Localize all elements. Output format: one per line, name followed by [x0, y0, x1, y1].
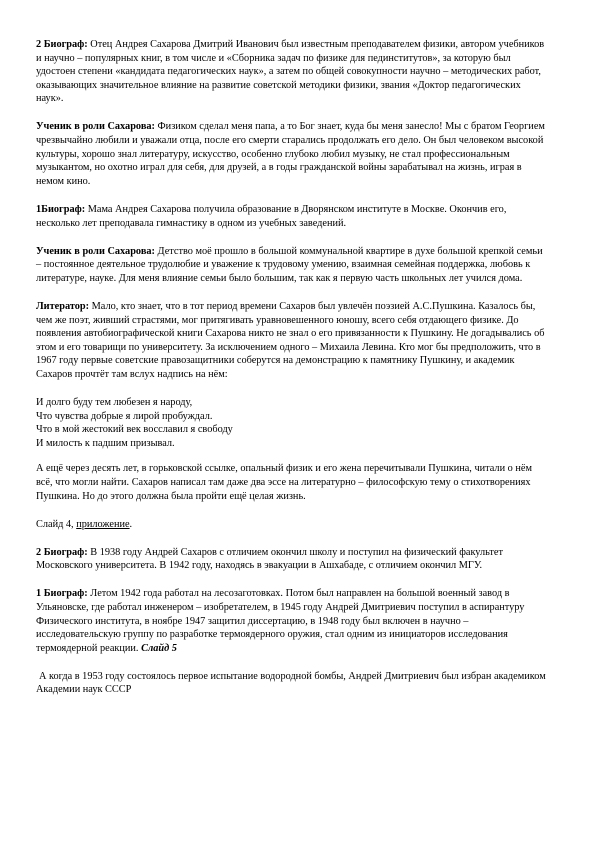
paragraph-text: Летом 1942 года работал на лесозаготовках. Потом был направлен на большой военный завод в Ульяновске, где работал инженером – изобретателем, в 1945 году Андрей Дмитриевич поступил в аспирантуру Физического института, в ноябре 1947 защитил диссертацию, в 1948 году был включен в научно – исследовательскую группу по разработке термоядерного оружия, стал одним из инициаторов исследования термоядерной реакции. [36, 588, 525, 654]
speaker-label: 2 Биограф: [36, 546, 88, 558]
poem-line: И милость к падшим призывал. [36, 437, 175, 449]
paragraph-gorky-exile [36, 462, 547, 503]
paragraph-biographer1-career [36, 587, 547, 655]
speaker-label: Ученик в роли Сахарова: [36, 121, 155, 133]
paragraph-literator-pushkin [36, 300, 547, 382]
paragraph-text: Детство моё прошло в большой коммунальной квартире в духе большой крепкой семьи – постоянное деятельное трудолюбие и уважение к трудовому умению, взаимная семейная поддержка, любовь к литературе, науке. Для меня влияние семьи было большим, так как я первую часть школьных лет учился дома. [36, 245, 543, 284]
paragraph-sakharov-childhood [36, 245, 547, 286]
slide-note-prefix: Слайд 4, [36, 518, 77, 530]
speaker-label: 1Биограф: [36, 203, 86, 215]
paragraph-text: В 1938 году Андрей Сахаров с отличием окончил школу и поступил на физический факультет Московского университета. В 1942 году, находясь в эвакуации в Ашхабаде, с отличием окончил МГУ. [36, 546, 504, 572]
poem-quote [36, 396, 547, 450]
poem-line: И долго буду тем любезен я народу, [36, 396, 193, 408]
paragraph-text: Физиком сделал меня папа, а то Бог знает, куда бы меня занесло! Мы с братом Георгием чрезвычайно любили и уважали отца, после его смерти старались продолжать его дело. Он был человеком высокой культуры, хорошо знал литературу, искусство, особенно глубоко любил музыку, не стал профессиональным музыкантом, но охотно играл для себя, для друзей, а в годы гражданской войны зарабатывал на жизнь, играя в немом кино. [36, 121, 545, 187]
paragraph-text: А когда в 1953 году состоялось первое испытание водородной бомбы, Андрей Дмитриевич был избран академиком Академии наук СССР [36, 670, 546, 696]
slide-note [36, 518, 547, 532]
paragraph-text: Мало, кто знает, что в тот период времени Сахаров был увлечён поэзией А.С.Пушкина. Казалось бы, чем же поэт, живший страстями, мог притягивать уравновешенного юношу, всего себя отдающего физике. До появления автобиографической книги Сахарова никто не знал о его привязанности к Пушкину. Не догадывались об этом и его товарищи по университету. За исключением одного – Михаила Левина. Кто мог бы предположить, что в 1967 году первые советские правозащитники соберутся на демонстрацию к памятнику Пушкину, и академик Сахаров прочтёт там вслух надпись на нём: [36, 300, 545, 380]
paragraph-text: Мама Андрея Сахарова получила образование в Дворянском институте в Москве. Окончив его, несколько лет преподавала гимнастику в одном из учебных заведений. [36, 203, 507, 229]
paragraph-text: Отец Андрея Сахарова Дмитрий Иванович был известным преподавателем физики, автором учебников и научно – популярных книг, в том числе и «Сборника задач по физике для пединститутов», за которую был удостоен степени «кандидата педагогических наук», а затем по общей совокупности научно – методических работ, оказывающих значительное влияние на развитие советской методики физики, звания «Доктор педагогических наук». [36, 39, 545, 105]
paragraph-sakharov-father [36, 120, 547, 188]
speaker-label: 2 Биограф: [36, 39, 88, 50]
speaker-label: 1 Биограф: [36, 588, 88, 600]
paragraph-biographer1-mother [36, 203, 547, 230]
appendix-link[interactable]: приложение [76, 518, 130, 530]
paragraph-text: А ещё через десять лет, в горьковской ссылке, опальный физик и его жена перечитывали Пушкина, читали о нём всё, что могли найти. Сахаров написал там даже два эссе на литературно – философскую тему о стихотворениях Пушкина. Но до этого должна была пройти ещё целая жизнь. [36, 463, 532, 502]
slide-marker: Слайд 5 [141, 642, 177, 654]
speaker-label: Ученик в роли Сахарова: [36, 245, 155, 257]
poem-line: Что в мой жестокий век восславил я свободу [36, 424, 233, 436]
paragraph-biographer2-university [36, 546, 547, 573]
paragraph-biographer2-father [36, 38, 547, 106]
speaker-label: Литератор: [36, 300, 90, 312]
paragraph-hydrogen-bomb [36, 670, 547, 697]
slide-note-suffix: . [129, 518, 133, 530]
poem-line: Что чувства добрые я лирой пробуждал. [36, 410, 213, 422]
